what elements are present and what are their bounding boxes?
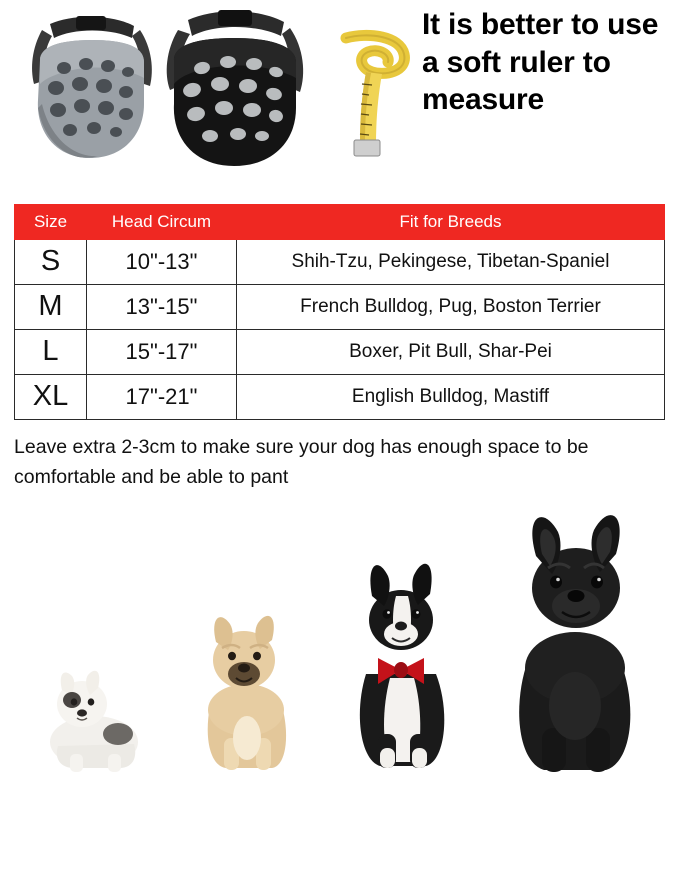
cell-head-circum: 13"-15" [87, 284, 237, 329]
sizing-note: Leave extra 2-3cm to make sure your dog has enough space to be comfortable and be able to pant [14, 435, 589, 488]
cell-size: S [15, 240, 87, 285]
table-header-row [15, 205, 665, 240]
dog-photo-white-french-bulldog [34, 638, 164, 778]
dog-photo-boston-terrier-bowtie [330, 548, 470, 778]
page-title: It is better to use a soft ruler to measure [422, 8, 659, 116]
cell-head-circum: 17"-21" [87, 374, 237, 419]
black-muzzle-image [148, 4, 323, 184]
table-row [15, 329, 665, 374]
cell-breeds: Boxer, Pit Bull, Shar-Pei [237, 329, 665, 374]
column-header-fit-for-breeds: Fit for Breeds [237, 205, 665, 240]
dog-photo-black-french-bulldog [490, 510, 660, 778]
cell-breeds: French Bulldog, Pug, Boston Terrier [237, 284, 665, 329]
cell-size: M [15, 284, 87, 329]
cell-head-circum: 15"-17" [87, 329, 237, 374]
table-row [15, 374, 665, 419]
tape-measure-image [338, 28, 416, 178]
cell-breeds: Shih-Tzu, Pekingese, Tibetan-Spaniel [237, 240, 665, 285]
table-row [15, 284, 665, 329]
muzzle-product-images [8, 4, 338, 194]
dog-photo-strip [0, 500, 679, 778]
cell-breeds: English Bulldog, Mastiff [237, 374, 665, 419]
size-chart-table [14, 204, 665, 420]
column-header-size: Size [15, 205, 87, 240]
cell-size: L [15, 329, 87, 374]
table-row [15, 240, 665, 285]
cell-size: XL [15, 374, 87, 419]
column-header-head-circum: Head Circum [87, 205, 237, 240]
cell-head-circum: 10"-13" [87, 240, 237, 285]
dog-photo-fawn-french-bulldog [180, 598, 310, 778]
product-header-section [0, 0, 679, 200]
